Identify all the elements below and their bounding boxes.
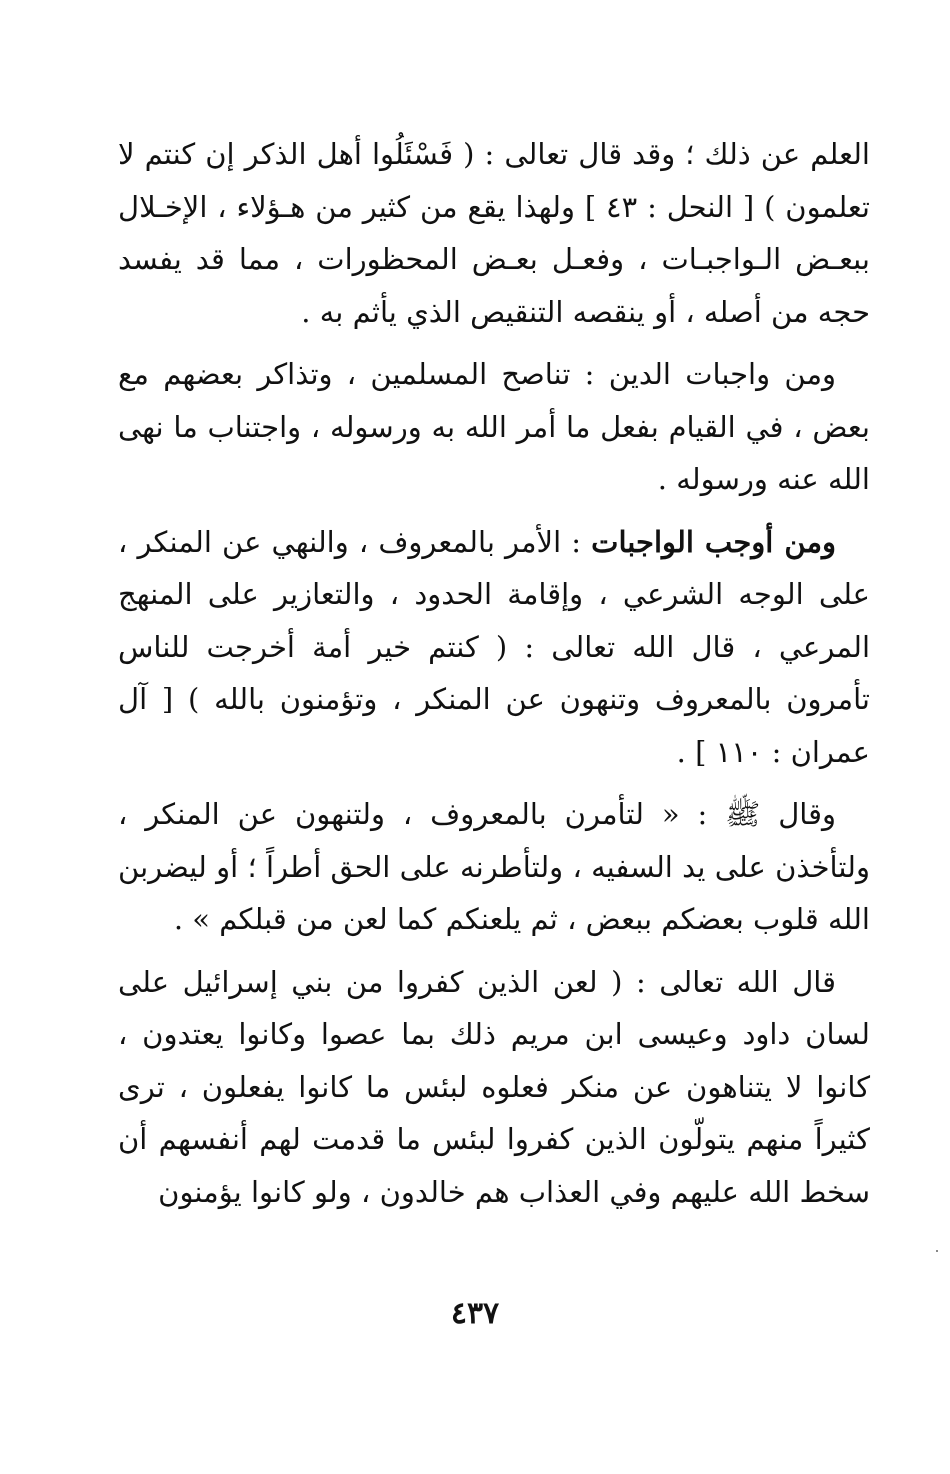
page-number: ٤٣٧	[450, 1296, 500, 1331]
paragraph-5	[118, 956, 870, 1219]
bold-lead-text: ومن أوجب الواجبات	[591, 524, 836, 559]
paragraph-3	[118, 516, 870, 779]
paragraph-4	[118, 788, 870, 946]
paragraph-1	[118, 128, 870, 338]
paragraph-text: العلم عن ذلك ؛ وقد قال تعالى : ( فَسْئَلُوا أهل الذكر إن كنتم لا تعلمون ) [ النحل : ٤٣ ] ولهذا يقع من كثير من هـؤلاء ، الإخـلال ببعـض الـواجبـات ، وفعـل بعـض المحظورات ، مما قد يفسد حجه من أصله ، أو ينقصه التنقيص الذي يأثم به .	[118, 137, 870, 329]
body-text	[118, 128, 870, 1228]
paragraph-text: وقال ﷺ : « لتأمرن بالمعروف ، ولتنهون عن المنكر ، ولتأخذن على يد السفيه ، ولتأطرنه على الحق أطراً ؛ أو ليضربن الله قلوب بعضكم ببعض ، ثم يلعنكم كما لعن من قبلكم » .	[118, 797, 870, 936]
paragraph-text: ومن واجبات الدين : تناصح المسلمين ، وتذاكر بعضهم مع بعض ، في القيام بفعل ما أمر الله به ورسوله ، واجتناب ما نهى الله عنه ورسوله .	[118, 357, 870, 496]
paragraph-text: : الأمر بالمعروف ، والنهي عن المنكر ، على الوجه الشرعي ، وإقامة الحدود ، والتعازير على المنهج المرعي ، قال الله تعالى : ( كنتم خير أمة أخرجت للناس تأمرون بالمعروف وتنهون عن المنكر ، وتؤمنون بالله ) [ آل عمران : ١١٠ ] .	[118, 524, 870, 769]
paragraph-2	[118, 348, 870, 506]
paragraph-text: قال الله تعالى : ( لعن الذين كفروا من بني إسرائيل على لسان داود وعيسى ابن مريم ذلك بما عصوا وكانوا يعتدون ، كانوا لا يتناهون عن منكر فعلوه لبئس ما كانوا يفعلون ، ترى كثيراً منهم يتولّون الذين كفروا لبئس ما قدمت لهم أنفسهم أن سخط الله عليهم وفي العذاب هم خالدون ، ولو كانوا يؤمنون	[118, 964, 870, 1209]
margin-speck	[936, 1250, 938, 1252]
